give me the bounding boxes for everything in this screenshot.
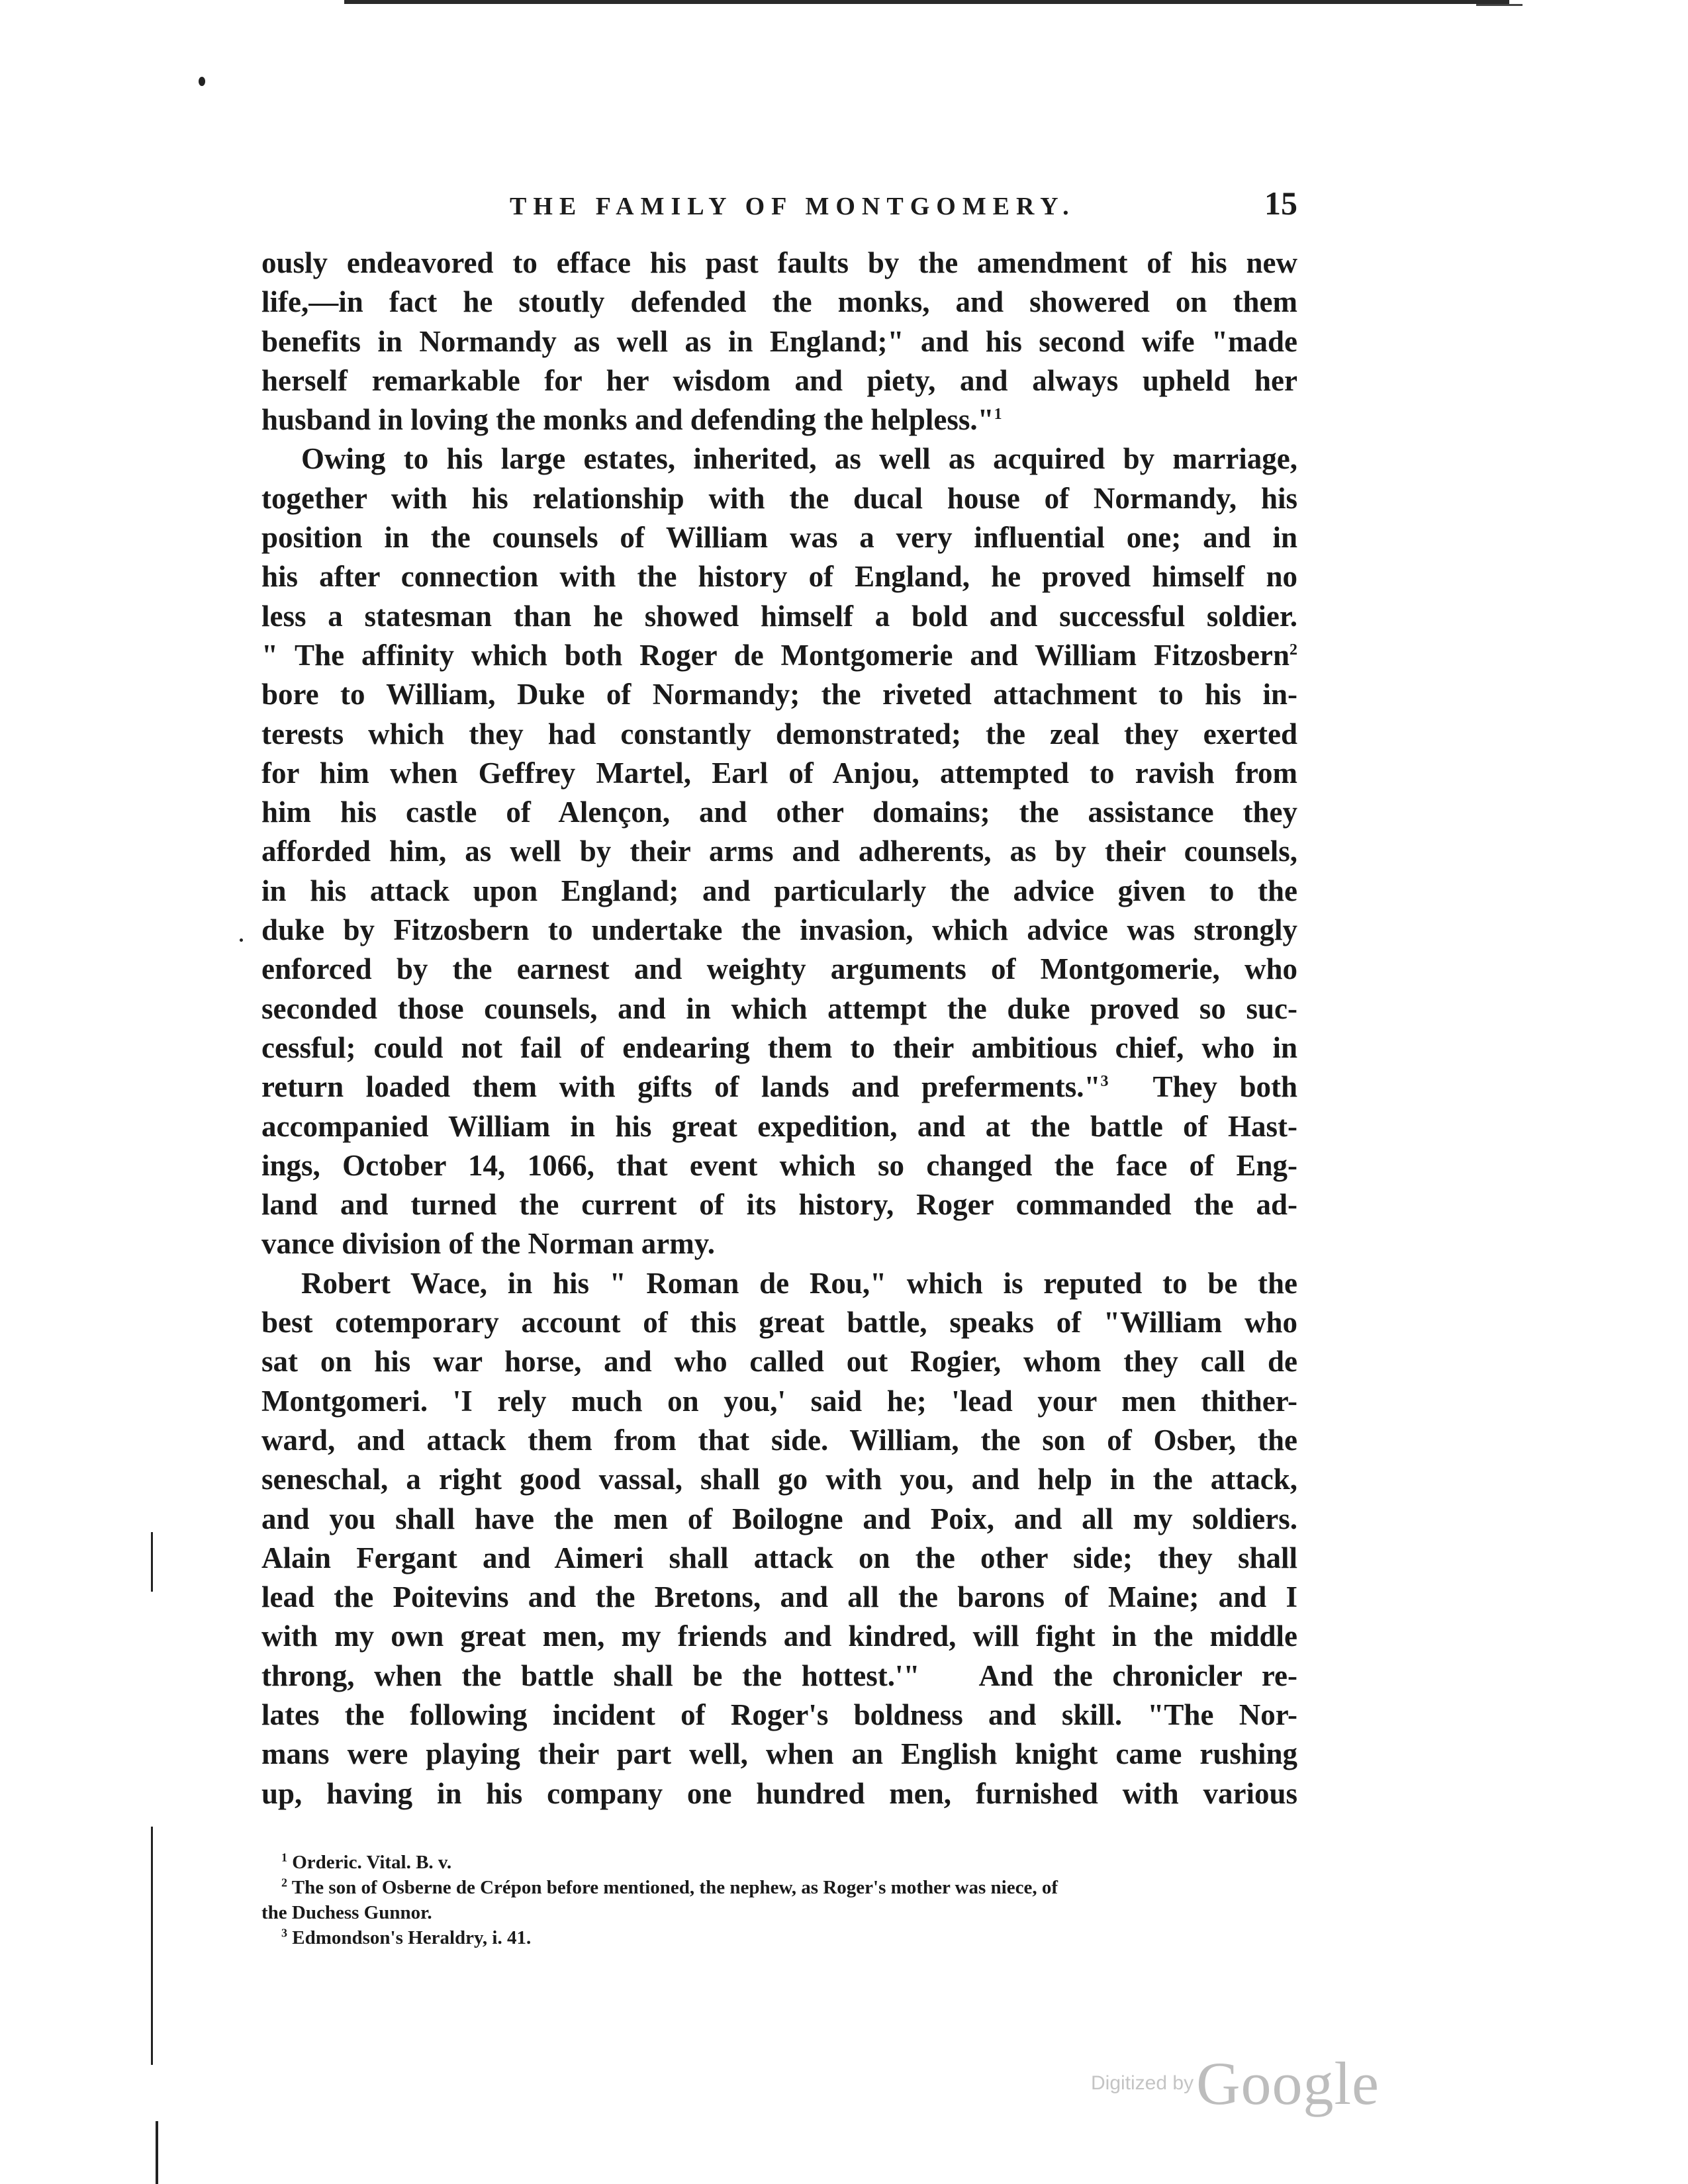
google-watermark: [1091, 2048, 1389, 2115]
scan-margin-mark: [151, 1827, 153, 2065]
text-line: return loaded them with gifts of lands and preferments."$^3$ They both: [261, 1070, 1297, 1104]
text-line: lead the Poitevins and the Bretons, and all the barons of Maine; and I: [261, 1580, 1297, 1614]
text-line: herself remarkable for her wisdom and piety, and always upheld her: [261, 363, 1297, 397]
scan-top-rule: [344, 0, 1509, 4]
text-line: his after connection with the history of England, he proved himself no: [261, 560, 1297, 594]
text-line: seneschal, a right good vassal, shall go with you, and help in the attack,: [261, 1463, 1297, 1496]
text-line: Alain Fergant and Aimeri shall attack on the other side; they shall: [261, 1541, 1297, 1574]
scan-speck: [199, 77, 205, 86]
footnote-ref: 2: [1289, 641, 1297, 659]
watermark-prefix: Digitized by: [1091, 2072, 1194, 2094]
footnote: $^2$ The son of Osberne de Crépon before mentioned, the nephew, as Roger's mother was niece, of: [281, 1876, 1058, 1898]
text-line: Montgomeri. 'I rely much on you,' said he; 'lead your men thither-: [261, 1384, 1297, 1418]
text-line: seconded those counsels, and in which attempt the duke proved so suc-: [261, 991, 1297, 1025]
text-line: for him when Geffrey Martel, Earl of Anjou, attempted to ravish from: [261, 756, 1297, 790]
scan-speck: [240, 938, 243, 942]
text-line: position in the counsels of William was a very influential one; and in: [261, 521, 1297, 555]
text-line: ings, October 14, 1066, that event which so changed the face of Eng-: [261, 1148, 1297, 1182]
body-text: [261, 244, 1297, 1813]
text-line: land and turned the current of its history, Roger commanded the ad-: [261, 1188, 1297, 1222]
running-head: THE FAMILY OF MONTGOMERY.: [510, 193, 1076, 220]
text-line: benefits in Normandy as well as in England;" and his second wife "made: [261, 324, 1297, 358]
text-line: vance division of the Norman army.: [261, 1227, 715, 1261]
text-line: best cotemporary account of this great battle, speaks of "William who: [261, 1306, 1297, 1340]
text-line: husband in loving the monks and defending the helpless."$^1$: [261, 403, 1002, 437]
text-line: up, having in his company one hundred men, furnished with various: [261, 1776, 1297, 1810]
text-line: lates the following incident of Roger's boldness and skill. "The Nor-: [261, 1698, 1297, 1731]
text-line: mans were playing their part well, when an English knight came rushing: [261, 1737, 1297, 1771]
footnote: $^1$ Orderic. Vital. B. v.: [281, 1850, 452, 1873]
scan-top-rule-end: [1476, 4, 1523, 6]
text-line: accompanied William in his great expedition, and at the battle of Hast-: [261, 1109, 1297, 1143]
text-line: cessful; could not fail of endearing them to their ambitious chief, who in: [261, 1030, 1297, 1064]
text-line: " The affinity which both Roger de Montgomerie and William Fitzosbern$^2$: [261, 638, 1297, 672]
text-line: duke by Fitzosbern to undertake the invasion, which advice was strongly: [261, 913, 1297, 947]
footnote-mark: 1: [281, 1850, 287, 1864]
scan-margin-mark: [156, 2121, 158, 2184]
text-line: throng, when the battle shall be the hottest.'" And the chronicler re-: [261, 1659, 1297, 1692]
text-line: bore to William, Duke of Normandy; the riveted attachment to his in-: [261, 678, 1297, 711]
text-line: Robert Wace, in his " Roman de Rou," which is reputed to be the: [301, 1266, 1297, 1300]
footnote: $^3$ Edmondson's Heraldry, i. 41.: [281, 1926, 532, 1948]
text-line: enforced by the earnest and weighty arguments of Montgomerie, who: [261, 952, 1297, 986]
google-logo: Google: [1196, 2050, 1380, 2117]
text-line: together with his relationship with the ducal house of Normandy, his: [261, 481, 1297, 515]
footnote-continuation: the Duchess Gunnor.: [261, 1902, 432, 1923]
page-header: [261, 184, 1297, 224]
text-line: Owing to his large estates, inherited, as well as acquired by marriage,: [301, 442, 1297, 476]
page-number: 15: [1264, 185, 1297, 222]
footnote-ref: 1: [994, 406, 1002, 424]
footnote-ref: 3: [1100, 1073, 1109, 1091]
text-line: afforded him, as well by their arms and adherents, as by their counsels,: [261, 835, 1297, 868]
text-line: ously endeavored to efface his past faults by the amendment of his new: [261, 246, 1297, 279]
text-line: and you shall have the men of Boilogne and Poix, and all my soldiers.: [261, 1502, 1297, 1535]
scan-margin-mark: [151, 1532, 153, 1592]
footnote-mark: 2: [281, 1876, 287, 1889]
text-line: him his castle of Alençon, and other domains; the assistance they: [261, 796, 1297, 829]
text-line: ward, and attack them from that side. William, the son of Osber, the: [261, 1423, 1297, 1457]
text-line: with my own great men, my friends and kindred, will fight in the middle: [261, 1619, 1297, 1653]
text-line: sat on his war horse, and who called out Rogier, whom they call de: [261, 1345, 1297, 1379]
text-line: in his attack upon England; and particularly the advice given to the: [261, 874, 1297, 907]
footnotes: [261, 1850, 1297, 1950]
text-line: life,—in fact he stoutly defended the monks, and showered on them: [261, 285, 1297, 319]
text-line: less a statesman than he showed himself a bold and successful soldier.: [261, 599, 1297, 633]
footnote-mark: 3: [281, 1926, 287, 1940]
text-line: terests which they had constantly demonstrated; the zeal they exerted: [261, 717, 1297, 751]
